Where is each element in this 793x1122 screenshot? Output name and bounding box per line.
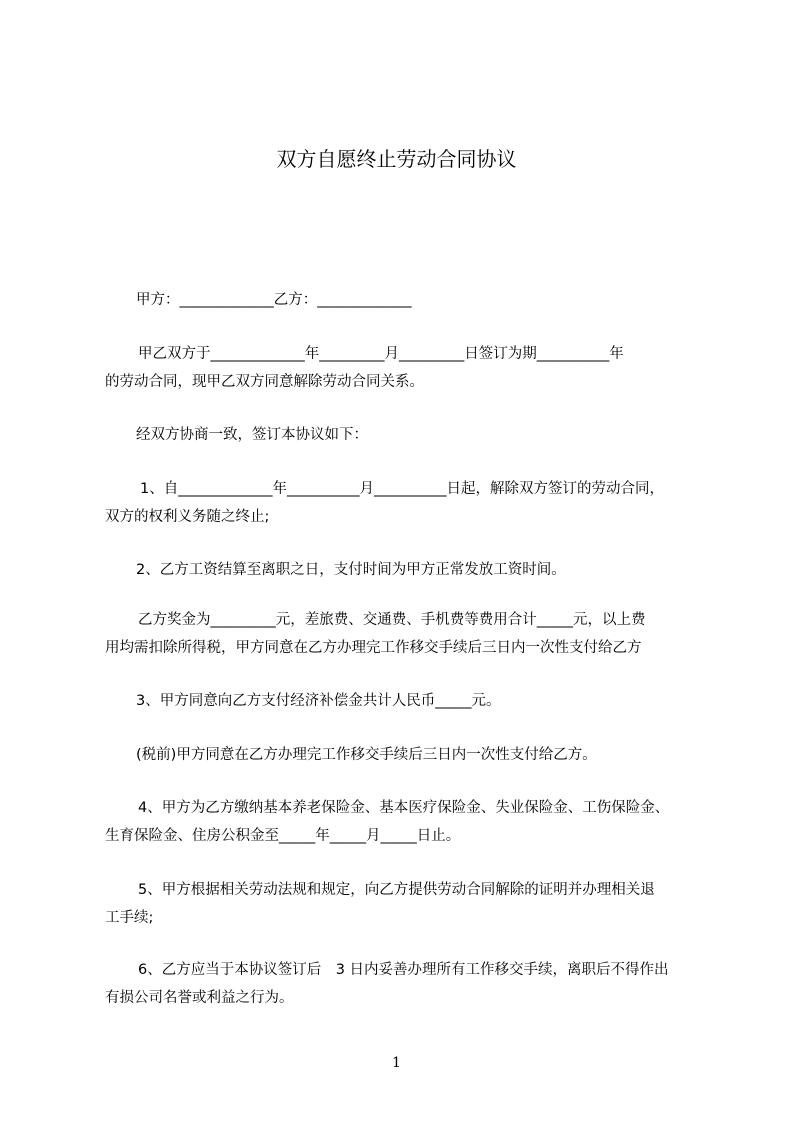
bonus-line-2: 用均需扣除所得税，甲方同意在乙方办理完工作移交手续后三日内一次性支付给乙方 [105, 640, 642, 656]
parties-line: 甲方：_____________乙方：_____________ [136, 292, 412, 308]
page-number: 1 [392, 1055, 401, 1071]
bonus-line-1: 乙方奖金为_________元，差旅费、交通费、手机费等费用合计_____元，以上费 [138, 612, 646, 628]
paragraph-1-line-2: 的劳动合同，现甲乙双方同意解除劳动合同关系。 [105, 374, 424, 390]
paragraph-2: 经双方协商一致，签订本协议如下： [136, 427, 368, 443]
clause-1-line-2: 双方的权利义务随之终止; [105, 509, 270, 525]
clause-2: 2、乙方工资结算至离职之日，支付时间为甲方正常发放工资时间。 [136, 562, 566, 578]
paragraph-1-line-1: 甲乙双方于_____________年_________月_________日签订为期__________年 [138, 346, 624, 362]
clause-4-line-2: 生育保险金、住房公积金至_____年_____月_____日止。 [105, 828, 461, 844]
clause-3-note: (税前)甲方同意在乙方办理完工作移交手续后三日内一次性支付给乙方。 [136, 747, 597, 763]
clause-1-line-1: 1、自_____________年__________月__________日起，解除双方签订的劳动合同， [140, 481, 664, 497]
clause-5-line-1: 5、甲方根据相关劳动法规和规定，向乙方提供劳动合同解除的证明并办理相关退 [138, 882, 655, 898]
clause-6-line-1: 6、乙方应当于本协议签订后 3 日内妥善办理所有工作移交手续，离职后不得作出 [138, 962, 669, 978]
clause-4-line-1: 4、甲方为乙方缴纳基本养老保险金、基本医疗保险金、失业保险金、工伤保险金、 [138, 800, 670, 816]
clause-5-line-2: 工手续; [105, 910, 154, 926]
clause-6-line-2: 有损公司名誉或利益之行为。 [105, 990, 294, 1006]
clause-3: 3、甲方同意向乙方支付经济补偿金共计人民币_____元。 [136, 693, 501, 709]
document-title: 双方自愿终止劳动合同协议 [276, 147, 517, 171]
